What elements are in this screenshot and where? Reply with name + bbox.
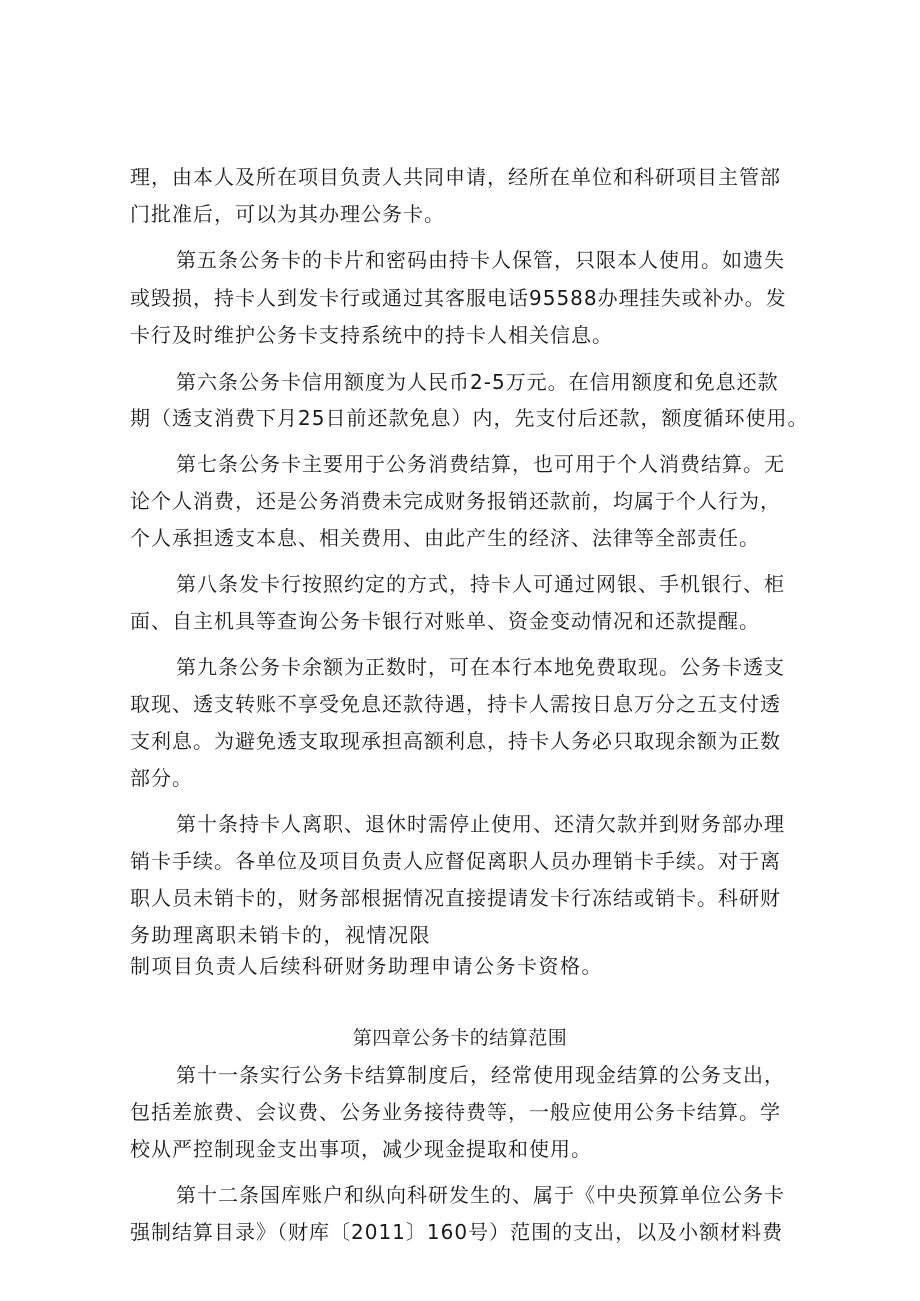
text-line: 强制结算目录》（财库〔2011〕160号）范围的支出，以及小额材料费 — [130, 1220, 784, 1244]
text-line: 支利息。为避免透支取现承担高额利息，持卡人务必只取现余额为正数 — [130, 729, 781, 753]
article-5-line: 第五条公务卡的卡片和密码由持卡人保管，只限本人使用。如遗失 — [176, 248, 785, 272]
text-line: 期（透支消费下月25日前还款免息）内，先支付后还款，额度循环使用。 — [130, 406, 809, 430]
article-8-line: 第八条发卡行按照约定的方式，持卡人可通过网银、手机银行、柜 — [176, 572, 785, 596]
text-line: 部分。 — [130, 766, 193, 790]
text-line: 销卡手续。各单位及项目负责人应督促离职人员办理销卡手续。对于离 — [130, 849, 781, 873]
article-12-line: 第十二条国库账户和纵向科研发生的、属于《中央预算单位公务卡 — [176, 1183, 785, 1207]
article-7-line: 第七条公务卡主要用于公务消费结算，也可用于个人消费结算。无 — [176, 452, 785, 476]
article-11-line: 第十一条实行公务卡结算制度后，经常使用现金结算的公务支出， — [176, 1063, 785, 1087]
chapter-heading: 第四章公务卡的结算范围 — [352, 1027, 568, 1049]
text-line: 校从严控制现金支出事项，减少现金提取和使用。 — [130, 1137, 592, 1161]
text-line: 个人承担透支本息、相关费用、由此产生的经济、法律等全部责任。 — [130, 526, 760, 550]
text-line: 卡行及时维护公务卡支持系统中的持卡人相关信息。 — [130, 323, 613, 347]
text-line: 或毁损，持卡人到发卡行或通过其客服电话95588办理挂失或补办。发 — [130, 286, 787, 310]
text-line: 理，由本人及所在项目负责人共同申请，经所在单位和科研项目主管部 — [130, 165, 781, 189]
text-line: 面、自主机具等查询公务卡银行对账单、资金变动情况和还款提醒。 — [130, 609, 760, 633]
text-line: 取现、透支转账不享受免息还款待遇，持卡人需按日息万分之五支付透 — [130, 692, 781, 716]
article-9-line: 第九条公务卡余额为正数时，可在本行本地免费取现。公务卡透支 — [176, 655, 785, 679]
text-line: 务助理离职未销卡的，视情况限 — [130, 923, 431, 947]
text-line: 制项目负责人后续科研财务助理申请公务卡资格。 — [130, 954, 603, 978]
text-line: 包括差旅费、会议费、公务业务接待费等，一般应使用公务卡结算。学 — [130, 1100, 781, 1124]
article-6-line: 第六条公务卡信用额度为人民币2-5万元。在信用额度和免息还款 — [176, 370, 779, 394]
text-line: 职人员未销卡的，财务部根据情况直接提请发卡行冻结或销卡。科研财 — [130, 886, 781, 910]
text-line: 门批准后，可以为其办理公务卡。 — [130, 202, 445, 226]
article-10-line: 第十条持卡人离职、退休时需停止使用、还清欠款并到财务部办理 — [176, 812, 785, 836]
text-line: 论个人消费，还是公务消费未完成财务报销还款前，均属于个人行为， — [130, 489, 781, 513]
